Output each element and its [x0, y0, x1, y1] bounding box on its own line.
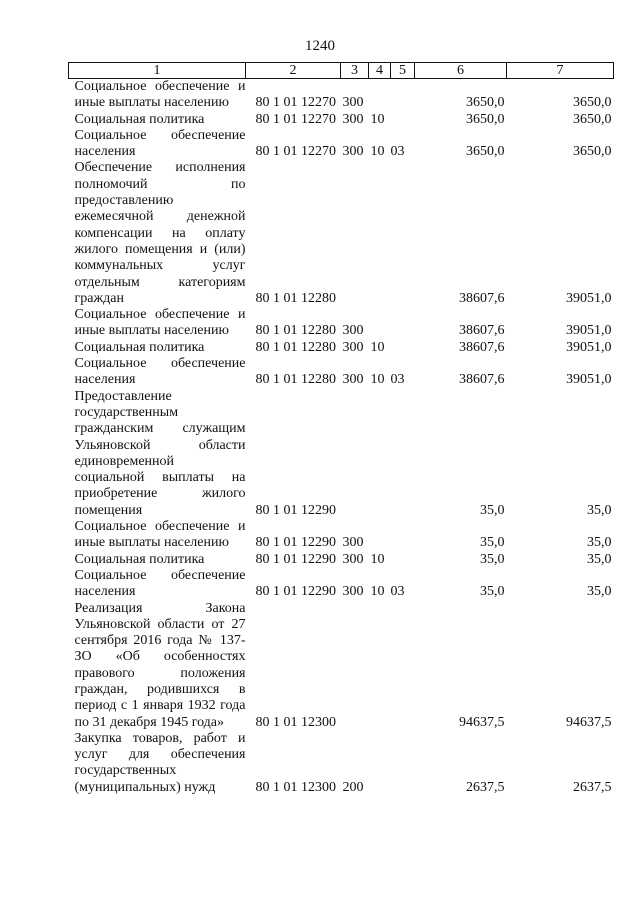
row-amount-year-2: 35,0 [587, 584, 612, 600]
row-section [369, 731, 391, 796]
row-code: 80 1 01 12270 [255, 144, 336, 160]
table-row [69, 112, 614, 128]
row-description: Социальное обеспечение и иные выплаты населению [74, 79, 246, 111]
row-amount-year-1: 35,0 [480, 584, 505, 600]
row-code: 80 1 01 12280 [255, 372, 336, 388]
row-description: Социальная политика [74, 551, 205, 567]
row-expense-type [341, 601, 369, 731]
row-subsection [391, 731, 415, 796]
row-expense-type [341, 389, 369, 519]
row-amount-year-1: 3650,0 [466, 95, 505, 111]
row-code: 80 1 01 12270 [255, 95, 336, 111]
row-subsection: 03 [390, 144, 405, 160]
table-body [69, 79, 614, 797]
table-row [69, 519, 614, 552]
row-expense-type: 300 [342, 535, 364, 551]
row-subsection: 03 [390, 372, 405, 388]
row-code: 80 1 01 12290 [255, 551, 336, 567]
row-description: Предоставление государственным гражданским служащим Ульяновской области единовременной социальной выплаты на приобретение жилого помещения [74, 388, 246, 518]
row-expense-type: 300 [342, 339, 364, 355]
page-number: 1240 [305, 38, 335, 54]
row-subsection [391, 112, 415, 128]
row-code: 80 1 01 12280 [255, 339, 336, 355]
row-amount-year-1: 38607,6 [459, 372, 505, 388]
row-amount-year-2: 2637,5 [573, 779, 612, 795]
row-expense-type: 300 [342, 111, 364, 127]
row-amount-year-1: 2637,5 [466, 779, 505, 795]
row-expense-type: 300 [342, 144, 364, 160]
column-header-4: 4 [369, 63, 391, 79]
row-amount-year-2: 35,0 [587, 551, 612, 567]
row-amount-year-2: 94637,5 [566, 714, 612, 730]
row-section [369, 79, 391, 112]
table-row [69, 307, 614, 340]
row-amount-year-2: 39051,0 [566, 323, 612, 339]
row-description: Реализация Закона Ульяновской области от 27 сентября 2016 года № 137-ЗО «Об особенностях правового положения граждан, родившихся в период с 1 января 1932 года по 31 декабря 1945 года» [74, 600, 246, 730]
row-amount-year-1: 35,0 [480, 502, 505, 518]
row-amount-year-1: 3650,0 [466, 111, 505, 127]
row-amount-year-2: 35,0 [587, 535, 612, 551]
table-row [69, 79, 614, 112]
row-expense-type: 300 [342, 551, 364, 567]
table-row [69, 568, 614, 601]
row-section [369, 307, 391, 340]
row-expense-type: 300 [342, 323, 364, 339]
table-row [69, 128, 614, 161]
row-expense-type: 300 [342, 372, 364, 388]
row-section: 10 [370, 372, 385, 388]
row-subsection: 03 [390, 584, 405, 600]
row-section [369, 160, 391, 307]
row-description: Социальное обеспечение и иные выплаты населению [74, 519, 246, 551]
table-row [69, 340, 614, 356]
column-header-6: 6 [415, 63, 507, 79]
row-amount-year-2: 35,0 [587, 502, 612, 518]
row-expense-type [341, 160, 369, 307]
row-code: 80 1 01 12290 [255, 535, 336, 551]
row-amount-year-2: 3650,0 [573, 144, 612, 160]
row-description: Социальная политика [74, 339, 205, 355]
table-row [69, 552, 614, 568]
row-amount-year-2: 39051,0 [566, 290, 612, 306]
row-code: 80 1 01 12280 [255, 323, 336, 339]
budget-table [68, 62, 614, 796]
row-code: 80 1 01 12290 [255, 584, 336, 600]
row-section: 10 [370, 144, 385, 160]
row-code: 80 1 01 12270 [255, 111, 336, 127]
row-amount-year-1: 38607,6 [459, 290, 505, 306]
row-amount-year-1: 35,0 [480, 551, 505, 567]
row-subsection [391, 601, 415, 731]
row-subsection [391, 160, 415, 307]
row-amount-year-1: 35,0 [480, 535, 505, 551]
row-description: Социальное обеспечение и иные выплаты населению [74, 307, 246, 339]
row-amount-year-1: 94637,5 [459, 714, 505, 730]
table-row [69, 731, 614, 796]
row-expense-type: 300 [342, 95, 364, 111]
table-row [69, 356, 614, 389]
row-amount-year-1: 38607,6 [459, 323, 505, 339]
row-section: 10 [370, 551, 385, 567]
column-header-5: 5 [391, 63, 415, 79]
column-header-2: 2 [246, 63, 341, 79]
table-row [69, 160, 614, 307]
row-code: 80 1 01 12300 [255, 714, 336, 730]
row-code: 80 1 01 12280 [255, 290, 336, 306]
column-header-3: 3 [341, 63, 369, 79]
row-subsection [391, 307, 415, 340]
row-description: Социальное обеспечение населения [74, 127, 246, 160]
row-description: Обеспечение исполнения полномочий по предоставлению ежемесячной денежной компенсации на оплату жилого помещения и (или) коммунальных услуг отдельным категориям граждан [74, 160, 246, 306]
row-amount-year-1: 38607,6 [459, 339, 505, 355]
row-expense-type: 300 [342, 584, 364, 600]
row-code: 80 1 01 12290 [255, 502, 336, 518]
row-subsection [391, 340, 415, 356]
row-description: Закупка товаров, работ и услуг для обеспечения государственных (муниципальных) нужд [74, 730, 246, 795]
row-code: 80 1 01 12300 [255, 779, 336, 795]
row-section: 10 [370, 111, 385, 127]
row-amount-year-2: 3650,0 [573, 95, 612, 111]
row-section: 10 [370, 584, 385, 600]
row-amount-year-2: 39051,0 [566, 339, 612, 355]
row-amount-year-2: 3650,0 [573, 111, 612, 127]
column-header-1: 1 [69, 63, 246, 79]
table-row [69, 601, 614, 731]
row-subsection [391, 79, 415, 112]
row-description: Социальная политика [74, 111, 205, 127]
row-subsection [391, 389, 415, 519]
row-subsection [391, 519, 415, 552]
row-section [369, 389, 391, 519]
row-subsection [391, 552, 415, 568]
table-header-row [69, 63, 614, 79]
row-description: Социальное обеспечение населения [74, 356, 246, 388]
row-section [369, 519, 391, 552]
column-header-7: 7 [507, 63, 614, 79]
row-expense-type: 200 [342, 779, 364, 795]
row-section: 10 [370, 339, 385, 355]
row-amount-year-1: 3650,0 [466, 144, 505, 160]
row-amount-year-2: 39051,0 [566, 372, 612, 388]
row-description: Социальное обеспечение населения [74, 567, 246, 600]
row-section [369, 601, 391, 731]
table-row [69, 389, 614, 519]
